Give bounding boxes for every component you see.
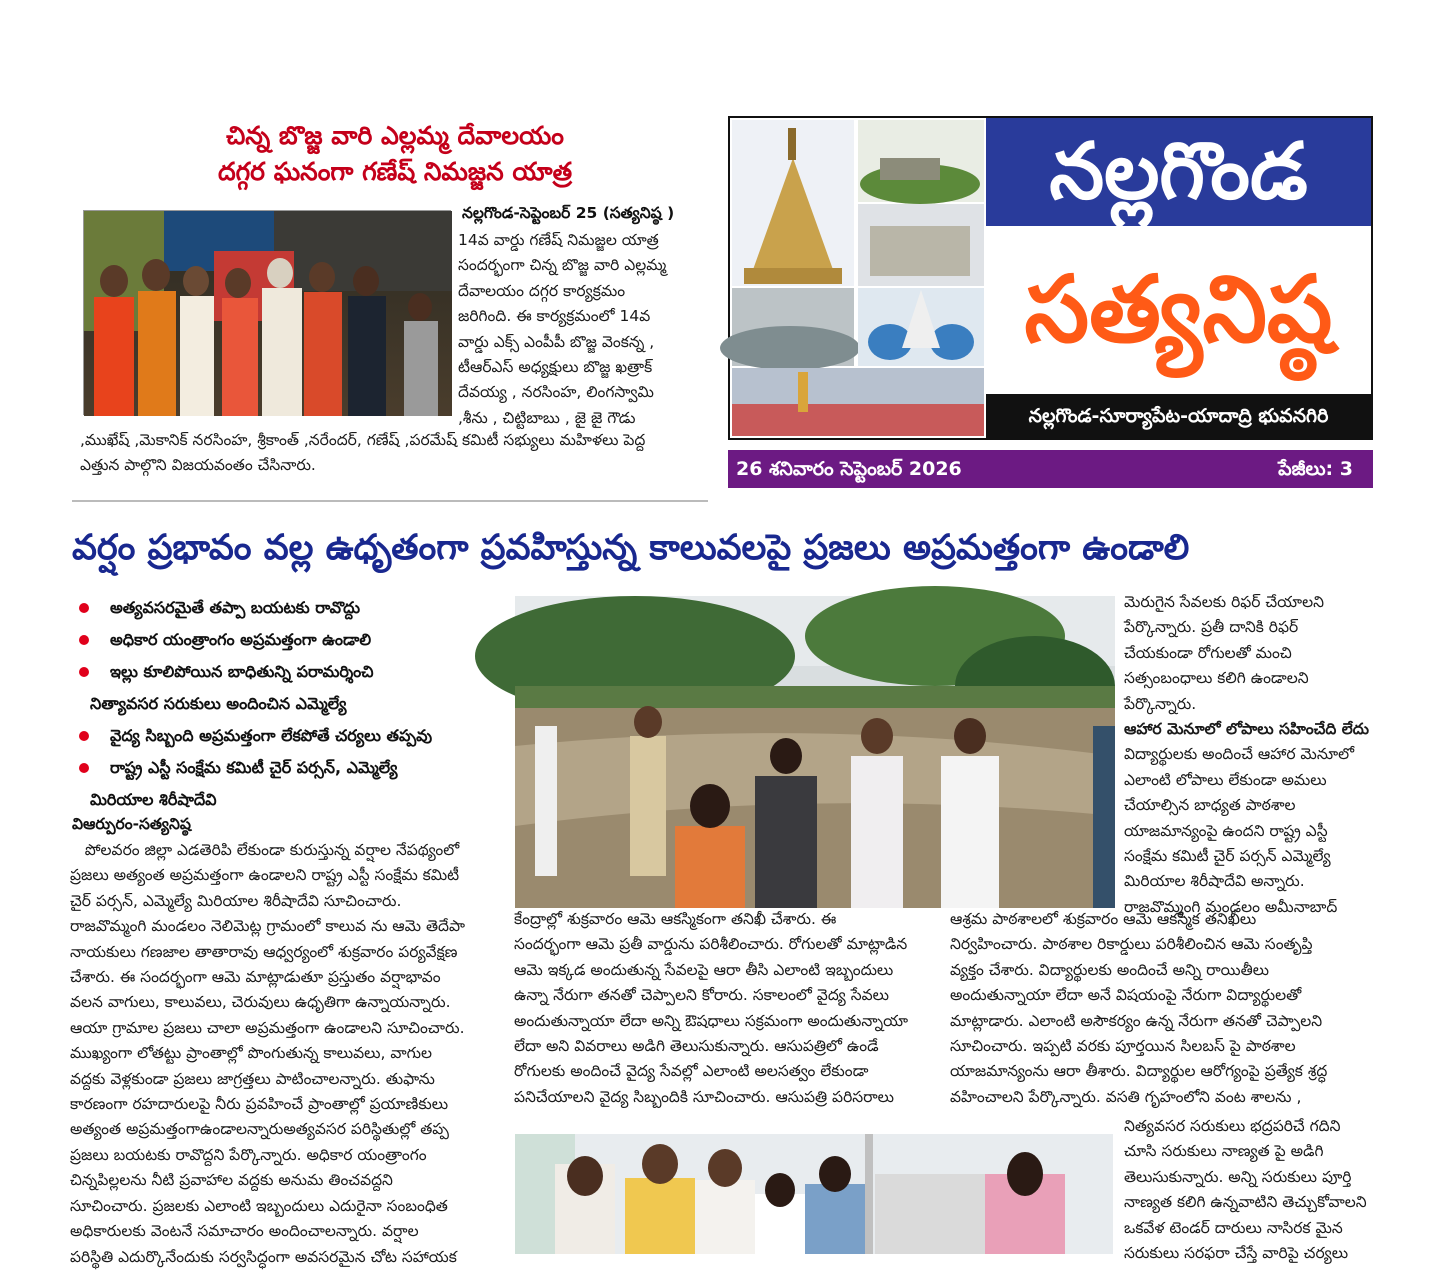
text-line: వార్డు ఎక్స్ ఎంపీపీ బొజ్జ వెంకన్న , bbox=[458, 332, 655, 351]
top-headline-line2: దగ్గర ఘనంగా గణేష్ నిమజ్జన యాత్ర bbox=[217, 157, 573, 186]
text-line: పోలవరం జిల్లా ఎడతెరిపి లేకుండా కురుస్తున్న వర్షాల నేపథ్యంలో bbox=[70, 841, 460, 859]
text-line: సత్సంబంధాలు కలిగి ఉండాలని bbox=[1124, 669, 1309, 688]
text-line: వ్యక్తం చేశారు. విద్యార్థులకు అందించే అన్ని రాయితీలు bbox=[950, 960, 1270, 979]
text-line: పరిస్థితి ఎదుర్కొనేందుకు సర్వసిద్ధంగా అవసరమైన చోట సహాయక bbox=[70, 1247, 457, 1266]
masthead-title-nalgonda: నల్లగొండ bbox=[986, 118, 1371, 226]
top-headline-line1: చిన్న బొజ్జ వారి ఎల్లమ్మ దేవాలయం bbox=[226, 121, 564, 150]
main-story-column-3-bottom bbox=[1124, 1114, 1380, 1266]
text-line: చైర్ పర్సన్, ఎమ్మెల్యే మిరియాల శిరీషాదేవి సూచించారు. bbox=[70, 891, 402, 910]
text-line: నిత్యవసర సరుకులు భద్రపరిచే గదిని bbox=[1124, 1117, 1341, 1135]
bullet-item bbox=[72, 592, 492, 624]
section-divider bbox=[72, 500, 708, 502]
text-line: విద్యార్థులకు అందించే ఆహార మెనూలో bbox=[1124, 745, 1355, 764]
text-line: తెలుసుకున్నారు. అన్ని సరుకులు పూర్తి bbox=[1124, 1167, 1352, 1186]
text-line: పనిచేయాలని వైద్య సిబ్బందికి సూచించారు. ఆసుపత్రి పరిసరాలు bbox=[514, 1087, 895, 1106]
bullet-text-continued: నిత్యావసర సరుకులు అందించిన ఎమ్మెల్యే bbox=[90, 694, 347, 713]
text-line: కేంద్రాల్లో శుక్రవారం ఆమె ఆకస్మికంగా తనిఖీ చేశారు. ఈ bbox=[514, 910, 837, 928]
main-story-column-2 bbox=[514, 907, 939, 1110]
text-line: ఎత్తున పాల్గొని విజయవంతం చేసినారు. bbox=[80, 456, 316, 475]
bullet-text: ఇల్లు కూలిపోయిన బాధితున్ని పరామర్శించి bbox=[110, 662, 374, 681]
top-story-dateline: నల్లగొండ-సెప్టెంబర్ 25 (సత్యనిష్ఠ ) bbox=[462, 204, 675, 222]
text-line: ,శీను , చిట్టిబాబు , జై జై గౌడు bbox=[458, 408, 636, 427]
text-line: లేదా అని వివరాలు అడిగి తెలుసుకున్నారు. ఆసుపత్రిలో ఉండే bbox=[514, 1037, 879, 1056]
top-story-body-full bbox=[80, 428, 702, 479]
text-line: ఆమె ఇక్కడ అందుతున్న సేవలపై ఆరా తీసి ఎలాంటి ఇబ్బందులు bbox=[514, 960, 894, 979]
text-line: ,ముఖేష్ ,మెకానిక్ నరసింహ, శ్రీకాంత్ ,నరేందర్, గణేష్ ,పరమేష్ కమిటీ సభ్యులు మహిళలు పెద్ద bbox=[80, 431, 646, 449]
section-subheading: ఆహార మెనూలో లోపాలు సహించేది లేదు bbox=[1124, 720, 1370, 739]
text-line: ఎలాంటి లోపాలు లేకుండా అమలు bbox=[1124, 770, 1327, 789]
bullet-text: అత్యవసరమైతే తప్పా బయటకు రావొద్దు bbox=[110, 598, 360, 617]
ganesh-procession-photo bbox=[83, 210, 451, 415]
text-line: నిర్వహించారు. పాఠశాల రికార్డులు పరిశీలించిన ఆమె సంతృప్తి bbox=[950, 935, 1313, 954]
date-bar bbox=[728, 450, 1373, 488]
main-story-headline: వర్షం ప్రభావం వల్ల ఉధృతంగా ప్రవహిస్తున్న కాలువలపై ప్రజలు అప్రమత్తంగా ఉండాలి bbox=[72, 528, 1190, 568]
masthead-title-satyanishta: సత్యనిష్ఠ bbox=[1024, 256, 1333, 363]
text-line: యాజమాన్యంను ఆరా తీశారు. విద్యార్థుల ఆరోగ్యంపై ప్రత్యేక శ్రద్ధ bbox=[950, 1062, 1328, 1081]
text-line: ఆయా గ్రామాల ప్రజలు చాలా అప్రమత్తంగా ఉండాలని సూచించారు. bbox=[70, 1018, 465, 1037]
bullet-dot-icon bbox=[79, 763, 89, 773]
main-story-column-3-middle bbox=[950, 907, 1380, 1110]
text-line: చిన్నపిల్లలను నీటి ప్రవాహాల వద్దకు అనుమ తించవద్దని bbox=[70, 1171, 393, 1190]
page-number: పేజీలు: 3 bbox=[1278, 458, 1353, 480]
bullet-text: రాష్ట్ర ఎస్టీ సంక్షేమ కమిటీ చైర్ పర్సన్, ఎమ్మెల్యే bbox=[110, 758, 398, 777]
text-line: చేశారు. ఈ సందర్భంగా ఆమె మాట్లాడుతూ ప్రస్తుతం వర్షాభావం bbox=[70, 968, 441, 987]
text-line: సూచించారు. ఇప్పటి వరకు పూర్తయిన సిలబస్ పై పాఠశాల bbox=[950, 1037, 1296, 1056]
text-line: దేవాలయం దగ్గర కార్యక్రమం bbox=[458, 281, 626, 300]
text-line: ప్రజలు బయటకు రావొద్దని పేర్కొన్నారు. అధికార యంత్రాంగం bbox=[70, 1145, 427, 1164]
text-line: వద్దకు వెళ్లకుండా ప్రజలు జాగ్రత్తలు పాటించాలన్నారు. తుఫాను bbox=[70, 1069, 435, 1088]
text-line: రాజవొమ్మంగి మండలం నెలిమెట్ల గ్రామంలో కాలువ ను ఆమె తెదేపా bbox=[70, 917, 465, 936]
text-line: రాజవొమ్మంగి మండలం అమీనాబాద్ bbox=[1124, 897, 1338, 916]
text-line: అత్యంత అప్రమత్తంగాఉండాలన్నారుఅత్యవసర పరిస్థితుల్లో తప్ప bbox=[70, 1120, 449, 1139]
text-line: చేయాల్సిన బాధ్యత పాఠశాల bbox=[1124, 796, 1296, 815]
text-line: సూచించారు. ప్రజలకు ఎలాంటి ఇబ్బందులు ఎదురైనా సంబంధిత bbox=[70, 1196, 448, 1215]
bullet-dot-icon bbox=[79, 667, 89, 677]
main-story-dateline: విఆర్పురం-సత్యనిష్ఠ bbox=[72, 815, 191, 833]
text-line: చూసి సరుకులు నాణ్యత పై అడిగి bbox=[1124, 1142, 1324, 1161]
text-line: వహించాలని పేర్కొన్నారు. వసతి గృహంలోని వంట శాలను , bbox=[950, 1087, 1302, 1106]
text-line: ఒకవేళ టెండర్ దారులు నాసిరక మైన bbox=[1124, 1218, 1343, 1237]
issue-date: 26 శనివారం సెప్టెంబర్ 2026 bbox=[736, 458, 962, 480]
text-line: ఉన్నా నేరుగా తనతో చెప్పాలని కోరారు. సకాలంలో వైద్య సేవలు bbox=[514, 986, 889, 1005]
text-line: పేర్కొన్నారు. ప్రతీ దానికి రిఫర్ bbox=[1124, 618, 1299, 637]
text-line: యాజమాన్యంపై ఉందని రాష్ట్ర ఎస్టీ bbox=[1124, 821, 1328, 840]
text-line: మాట్లాడారు. ఎలాంటి అసౌకర్యం ఉన్న నేరుగా తనతో చెప్పాలని bbox=[950, 1011, 1323, 1030]
text-line: పేర్కొన్నారు. bbox=[1124, 694, 1197, 713]
top-story-headline bbox=[80, 118, 710, 190]
bullet-item bbox=[72, 720, 492, 752]
text-line: నాయకులు గణజాల తాతారావు ఆధ్వర్యంలో శుక్రవారం పర్యవేక్షణ bbox=[70, 942, 458, 961]
hospital-visit-photo bbox=[515, 1134, 1113, 1254]
text-line: ముఖ్యంగా లోతట్టు ప్రాంతాల్లో పొంగుతున్న కాలువలు, వాగుల bbox=[70, 1044, 433, 1063]
text-line: 14వ వార్డు గణేష్ నిమజ్జల యాత్ర bbox=[458, 231, 659, 249]
text-line: అందుతున్నాయా లేదా అన్ని ఔషధాలు సక్రమంగా అందుతున్నాయా bbox=[514, 1011, 909, 1030]
text-line: వలన వాగులు, కాలువలు, చెరువులు ఉధృతిగా ఉన్నాయన్నారు. bbox=[70, 993, 451, 1012]
bullet-item bbox=[72, 624, 492, 656]
text-line: జరిగింది. ఈ కార్యక్రమంలో 14వ bbox=[458, 307, 651, 326]
text-line: ప్రజలు అత్యంత అప్రమత్తంగా ఉండాలని రాష్ట్ర ఎస్టీ సంక్షేమ కమిటీ bbox=[70, 866, 460, 885]
main-story-column-1 bbox=[70, 838, 500, 1270]
main-story-column-3-top bbox=[1124, 590, 1380, 920]
bullet-dot-icon bbox=[79, 635, 89, 645]
bullet-item bbox=[72, 752, 492, 816]
bullet-text-continued: మిరియాల శిరీషాదేవి bbox=[90, 790, 217, 809]
text-line: నాణ్యత కలిగి ఉన్నవాటిని తెచ్చుకోవాలని bbox=[1124, 1193, 1367, 1212]
text-line: ఆశ్రమ పాఠశాలలో శుక్రవారం ఆమె ఆకస్మిక తనిఖీలు bbox=[950, 910, 1257, 928]
text-line: అధికారులకు వెంటనే సమాచారం అందించాలన్నారు. వర్షాల bbox=[70, 1222, 419, 1241]
masthead bbox=[728, 116, 1373, 440]
bullet-dot-icon bbox=[79, 731, 89, 741]
masthead-region-subtitle: నల్లగొండ-సూర్యాపేట-యాదాద్రి భువనగిరి bbox=[986, 394, 1371, 438]
bullet-item bbox=[72, 656, 492, 720]
flood-inspection-photo bbox=[515, 596, 1115, 908]
text-line: రోగులకు అందించే వైద్య సేవల్లో ఎలాంటి అలసత్వం లేకుండా bbox=[514, 1062, 869, 1081]
text-line: చేయకుండా రోగులతో మంచి bbox=[1124, 643, 1292, 662]
bullet-dot-icon bbox=[79, 603, 89, 613]
text-line: కారణంగా రహదారులపై నీరు ప్రవహించే ప్రాంతాల్లో ప్రయాణికులు bbox=[70, 1095, 449, 1114]
text-line: టీఆర్ఎస్ అధ్యక్షులు బొజ్జ ఖత్రాక్ bbox=[458, 358, 653, 377]
bullet-text: వైద్య సిబ్బంది అప్రమత్తంగా లేకపోతే చర్యలు తప్పవు bbox=[110, 726, 433, 745]
top-story-body-column bbox=[458, 228, 702, 431]
text-line: దేవయ్య , నరసింహ, లింగస్వామి bbox=[458, 383, 654, 402]
text-line: అందుతున్నాయా లేదా అనే విషయంపై నేరుగా విద్యార్థులతో bbox=[950, 986, 1302, 1005]
text-line: మిరియాల శిరీషాదేవి అన్నారు. bbox=[1124, 872, 1305, 891]
text-line: మెరుగైన సేవలకు రిఫర్ చేయాలని bbox=[1124, 593, 1324, 611]
highlight-bullets bbox=[72, 592, 492, 816]
text-line: సంక్షేమ కమిటీ చైర్ పర్సన్ ఎమ్మెల్యే bbox=[1124, 847, 1331, 866]
bullet-text: అధికార యంత్రాంగం అప్రమత్తంగా ఉండాలి bbox=[110, 630, 372, 649]
text-line: సందర్భంగా ఆమె ప్రతీ వార్డును పరిశీలించారు. రోగులతో మాట్లాడిన bbox=[514, 935, 908, 954]
text-line: సందర్భంగా చిన్న బొజ్జ వారి ఎల్లమ్మ bbox=[458, 256, 667, 275]
text-line: సరుకులు సరఫరా చేస్తే వారిపై చర్యలు bbox=[1124, 1244, 1349, 1263]
masthead-photo-collage bbox=[730, 118, 986, 438]
